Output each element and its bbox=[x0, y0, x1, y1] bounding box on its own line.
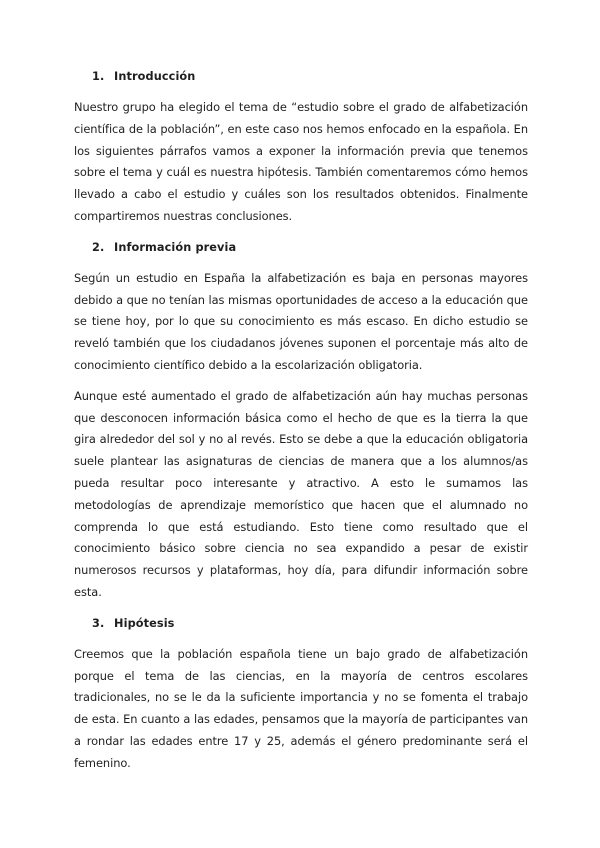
section-title: Introducción bbox=[114, 70, 196, 83]
section-heading-introduccion bbox=[92, 66, 528, 88]
section-number: 1. bbox=[92, 70, 105, 83]
section-title: Información previa bbox=[114, 240, 237, 254]
section-number: 3. bbox=[92, 616, 105, 630]
section-heading-informacion-previa bbox=[92, 237, 528, 259]
paragraph: Según un estudio en España la alfabetización es baja en personas mayores debido a que no tenían las mismas oportunidades de acceso a la educación que se tiene hoy, por lo que su conocimiento es más escaso. En dicho estudio se reveló también que los ciudadanos jóvenes suponen el porcentaje más alto de conocimiento científico debido a la escolarización obligatoria. bbox=[74, 270, 528, 372]
paragraph: Creemos que la población española tiene un bajo grado de alfabetización porque el tema de las ciencias, en la mayoría de centros escolares tradicionales, no se le da la suficiente importancia y no se fomenta el trabajo de esta. En cuanto a las edades, pensamos que la mayoría de participantes van a rondar las edades entre 17 y 25, además el género predominante será el femenino. bbox=[74, 646, 528, 770]
section-heading-hipotesis bbox=[92, 613, 528, 635]
document-body bbox=[74, 66, 528, 784]
section-number: 2. bbox=[92, 240, 105, 254]
section-title: Hipótesis bbox=[114, 616, 175, 630]
paragraph: Nuestro grupo ha elegido el tema de “estudio sobre el grado de alfabetización científica de la población”, en este caso nos hemos enfocado en la española. En los siguientes párrafos vamos a exponer la información previa que tenemos sobre el tema y cuál es nuestra hipótesis. También comentaremos cómo hemos llevado a cabo el estudio y cuáles son los resultados obtenidos. Finalmente compartiremos nuestras conclusiones. bbox=[74, 100, 528, 223]
paragraph: Aunque esté aumentado el grado de alfabetización aún hay muchas personas que desconocen información básica como el hecho de que es la tierra la que gira alrededor del sol y no al revés. Esto se debe a que la educación obligatoria suele plantear las asignaturas de ciencias de manera que a los alumnos/as pueda resultar poco interesante y atractivo. A esto le sumamos las metodologías de aprendizaje memorístico que hacen que el alumnado no comprenda lo que está estudiando. Esto tiene como resultado que el conocimiento básico sobre ciencia no sea expandido a pesar de existir numerosos recursos y plataformas, hoy día, para difundir información sobre esta. bbox=[74, 388, 528, 599]
